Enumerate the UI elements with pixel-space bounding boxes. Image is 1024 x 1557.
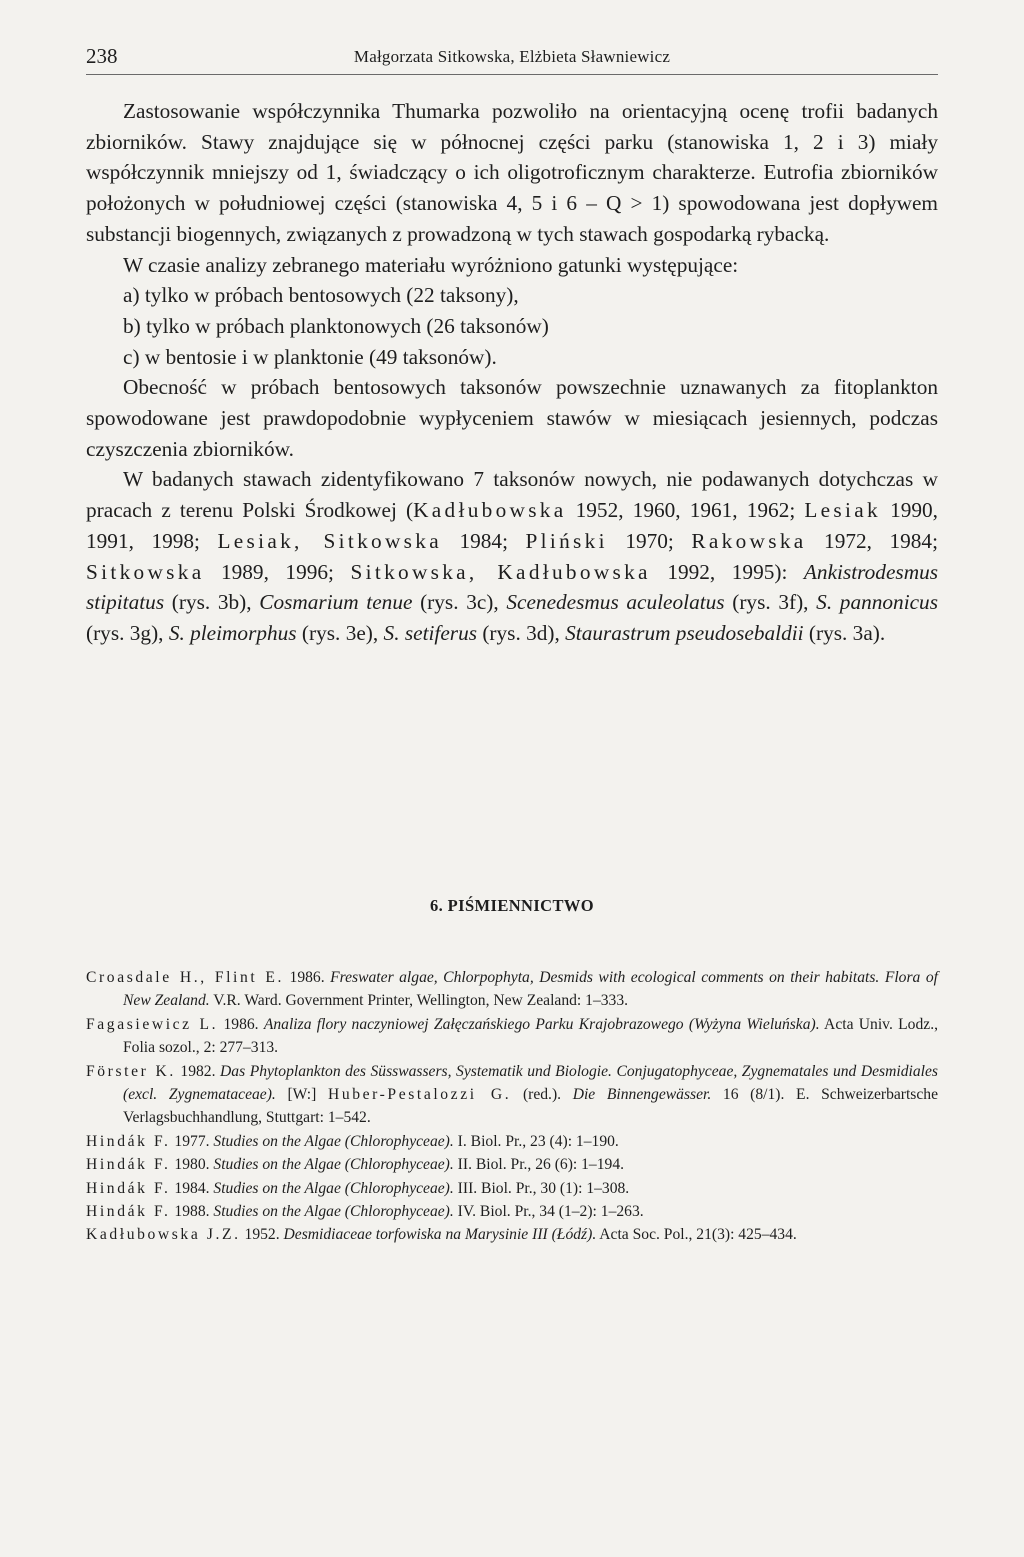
list-item-b: b) tylko w próbach planktonowych (26 taksonów) <box>123 313 549 338</box>
paragraph-new-taxa: W badanych stawach zidentyfikowano 7 taksonów nowych, nie podawanych dotychczas w pracach z terenu Polski Środkowej (Kadłubowska 1952, 1960, 1961, 1962; Lesiak 1990, 1991, 1998; Lesiak, Sitkowska 1984; Pliński 1970; Rakowska 1972, 1984; Sitkowska 1989, 1996; Sitkowska, Kadłubowska 1992, 1995): Ankistrodesmus stipitatus (rys. 3b), Cosmarium tenue (rys. 3c), Scenedesmus aculeolatus (rys. 3f), S. pannonicus (rys. 3g), S. pleimorphus (rys. 3e), S. setiferus (rys. 3d), Staurastrum pseudosebaldii (rys. 3a). <box>86 467 939 645</box>
species-name: Cosmarium tenue <box>259 590 413 615</box>
paragraph-presence: Obecność w próbach bentosowych taksonów powszechnie uznawanych za fitoplankton spowodowane jest prawdopodobnie wypłyceniem stawów w miesiącach jesiennych, podczas czyszczenia zbiorników. <box>86 375 938 461</box>
author-name: Sitkowska <box>86 559 205 584</box>
author-name: Lesiak <box>804 498 881 523</box>
page-header <box>86 44 938 75</box>
author-name: Kadłubowska <box>413 498 567 523</box>
reference-item: Förster K. 1982. Das Phytoplankton des Süsswassers, Systematik und Biologie. Conjugatophyceae, Zygnematales und Desmidiales (excl. Zygnemataceae). [W:] Huber-Pestalozzi G. (red.). Die Binnengewässer. 16 (8/1). E. Schweizerbartsche Verlagsbuchhandlung, Stuttgart: 1–542. <box>86 1062 939 1127</box>
reference-item: Hindák F. 1980. Studies on the Algae (Chlorophyceae). II. Biol. Pr., 26 (6): 1–194. <box>86 1156 625 1174</box>
species-name: Staurastrum pseudosebaldii <box>565 620 804 645</box>
references-list <box>86 966 938 1247</box>
page-number: 238 <box>86 44 118 68</box>
reference-item: Kadłubowska J.Z. 1952. Desmidiaceae torfowiska na Marysinie III (Łódź). Acta Soc. Pol., 21(3): 425–434. <box>86 1226 797 1244</box>
reference-item: Hindák F. 1988. Studies on the Algae (Chlorophyceae). IV. Biol. Pr., 34 (1–2): 1–263. <box>86 1203 644 1221</box>
paragraph-analysis: W czasie analizy zebranego materiału wyróżniono gatunki występujące: <box>123 252 739 277</box>
body-text <box>86 96 938 649</box>
species-name: Ankistrodesmus stipitatus <box>86 559 939 615</box>
author-name: Lesiak, Sitkowska <box>217 528 442 553</box>
document-page <box>86 0 938 1557</box>
author-name: Sitkowska, Kadłubowska <box>350 559 651 584</box>
section-title: 6. PIŚMIENNICTWO <box>429 896 595 915</box>
author-name: Rakowska <box>691 528 807 553</box>
author-name: Pliński <box>525 528 608 553</box>
species-name: S. setiferus <box>383 620 478 645</box>
paragraph-trophy: Zastosowanie współczynnika Thumarka pozwoliło na orientacyjną ocenę trofii badanych zbiorników. Stawy znajdujące się w północnej części parku (stanowiska 1, 2 i 3) miały współczynnik mniejszy od 1, świadczący o ich oligotroficznym charakterze. Eutrofia zbiorników położonych w południowej części (stanowiska 4, 5 i 6 – Q > 1) spowodowana jest dopływem substancji biogennych, związanych z prowadzoną w tych stawach gospodarką rybacką. <box>86 99 938 246</box>
running-title: Małgorzata Sitkowska, Elżbieta Sławniewicz <box>353 47 671 66</box>
species-name: Scenedesmus aculeolatus <box>506 590 725 615</box>
list-item-c: c) w bentosie i w planktonie (49 taksonów). <box>123 344 497 369</box>
reference-item: Hindák F. 1977. Studies on the Algae (Chlorophyceae). I. Biol. Pr., 23 (4): 1–190. <box>86 1132 619 1150</box>
species-name: S. pannonicus <box>816 590 938 615</box>
reference-item: Hindák F. 1984. Studies on the Algae (Chlorophyceae). III. Biol. Pr., 30 (1): 1–308. <box>86 1179 630 1197</box>
species-name: S. pleimorphus <box>168 620 297 645</box>
list-item-a: a) tylko w próbach bentosowych (22 taksony), <box>123 283 519 308</box>
reference-item: Fagasiewicz L. 1986. Analiza flory naczyniowej Załęczańskiego Parku Krajobrazowego (Wyżyna Wieluńska). Acta Univ. Lodz., Folia sozol., 2: 277–313. <box>86 1015 938 1057</box>
reference-item: Croasdale H., Flint E. 1986. Freswater algae, Chlorpophyta, Desmids with ecological comments on their habitats. Flora of New Zealand. V.R. Ward. Government Printer, Wellington, New Zealand: 1–333. <box>86 969 938 1010</box>
